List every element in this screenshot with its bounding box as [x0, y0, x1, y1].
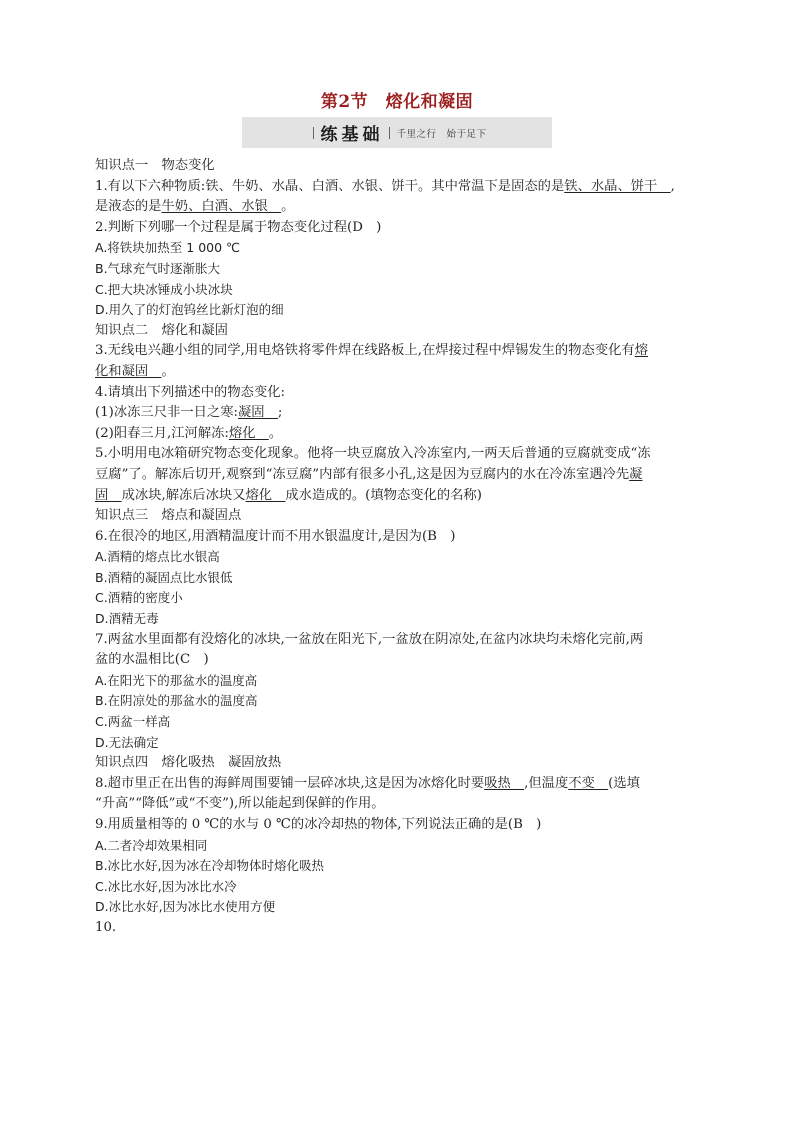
- question-6-stem: 6.在很冷的地区,用酒精温度计而不用水银温度计,是因为(B ): [95, 528, 456, 544]
- question-3-line-2: 化和凝固 。: [95, 363, 175, 379]
- section-heading: 知识点二 熔化和凝固: [95, 322, 228, 338]
- question-9-option: A.二者冷却效果相同: [95, 837, 208, 853]
- answer-blank: 牛奶、白酒、水银: [161, 199, 282, 215]
- answer-blank: 凝: [629, 466, 643, 482]
- question-7-option: B.在阴凉处的那盆水的温度高: [95, 693, 258, 709]
- question-4-part-1: (1)冰冻三尺非一日之寒:凝固 ;: [95, 405, 283, 421]
- banner-sub-label: 千里之行 始于足下: [396, 128, 487, 140]
- question-2-stem: 2.判断下列哪一个过程是属于物态变化过程(D ): [95, 219, 382, 235]
- page-title: 第2节 熔化和凝固: [320, 92, 474, 112]
- question-5-line-2: 豆腐”了。解冻后切开,观察到“冻豆腐”内部有很多小孔,这是因为豆腐内的水在冷冻室遇冷先凝: [95, 466, 643, 482]
- practice-banner: [242, 117, 552, 148]
- answer-blank: 熔化: [245, 487, 286, 503]
- answer-blank: 熔化: [228, 425, 269, 441]
- question-3-line-1: 3.无线电兴趣小组的同学,用电烙铁将零件焊在线路板上,在焊接过程中焊锡发生的物态变化有熔: [95, 343, 649, 359]
- question-7-option: A.在阳光下的那盆水的温度高: [95, 672, 258, 688]
- question-10-stem: 10.: [95, 919, 117, 935]
- question-9-option: C.冰比水好,因为冰比水冷: [95, 878, 237, 894]
- question-6-option: C.酒精的密度小: [95, 590, 183, 606]
- answer-blank: 铁、水晶、饼干: [564, 178, 671, 194]
- question-7-option: C.两盆一样高: [95, 714, 171, 730]
- question-9-option: B.冰比水好,因为冰在冷却物体时熔化吸热: [95, 858, 325, 874]
- answer-blank: 吸热: [484, 775, 525, 791]
- question-5-line-1: 5.小明用电冰箱研究物态变化现象。他将一块豆腐放入冷冻室内,一两天后普通的豆腐就变成“冻: [95, 446, 651, 462]
- question-8-line-1: 8.超市里正在出售的海鲜周围要铺一层碎冰块,这是因为冰熔化时要吸热 ,但温度不变 (选填: [95, 775, 640, 791]
- question-8-line-2: “升高”“降低”或“不变”),所以能起到保鲜的作用。: [95, 796, 385, 812]
- answer-blank: 化和凝固: [95, 363, 162, 379]
- section-heading: 知识点三 熔点和凝固点: [95, 508, 242, 524]
- question-9-stem: 9.用质量相等的 0 ℃的水与 0 ℃的冰冷却热的物体,下列说法正确的是(B ): [95, 817, 542, 832]
- banner-divider: [389, 127, 390, 139]
- section-heading: 知识点四 熔化吸热 凝固放热: [95, 755, 282, 771]
- answer-blank: 凝固: [238, 405, 278, 421]
- question-6-option: B.酒精的凝固点比水银低: [95, 569, 233, 585]
- banner-main-label: 练基础: [320, 125, 384, 145]
- question-4-part-2: (2)阳春三月,江河解冻:熔化 。: [95, 425, 283, 441]
- question-6-option: D.酒精无毒: [95, 611, 159, 627]
- question-2-option: D.用久了的灯泡钨丝比新灯泡的细: [95, 302, 284, 318]
- question-4-stem: 4.请填出下列描述中的物态变化:: [95, 384, 286, 400]
- question-7-stem-line-1: 7.两盆水里面都有没熔化的冰块,一盆放在阳光下,一盆放在阴凉处,在盆内冰块均未熔化完前,两: [95, 631, 644, 647]
- worksheet-content: [95, 156, 705, 939]
- section-heading: 知识点一 物态变化: [95, 158, 215, 173]
- banner-divider: [313, 127, 314, 139]
- question-2-option: B.气球充气时逐渐胀大: [95, 260, 221, 276]
- question-7-stem-line-2: 盆的水温相比(C ): [95, 652, 209, 668]
- answer-blank: 固: [95, 487, 122, 503]
- question-9-option: D.冰比水好,因为冰比水使用方便: [95, 899, 276, 915]
- question-2-option: C.把大块冰锤成小块冰块: [95, 281, 233, 297]
- question-1-line-2: 是液态的是牛奶、白酒、水银 。: [95, 199, 295, 215]
- question-5-line-3: 固 成冰块,解冻后冰块又熔化 成水造成的。(填物态变化的名称): [95, 487, 482, 503]
- answer-blank: 熔: [634, 343, 649, 359]
- question-2-option: A.将铁块加热至 1 000 ℃: [95, 240, 241, 256]
- answer-blank: 不变: [568, 775, 609, 791]
- question-7-option: D.无法确定: [95, 734, 159, 750]
- question-1-line-1: 1.有以下六种物质:铁、牛奶、水晶、白酒、水银、饼干。其中常温下是固态的是铁、水晶、饼干 ,: [95, 178, 675, 194]
- question-6-option: A.酒精的熔点比水银高: [95, 549, 220, 565]
